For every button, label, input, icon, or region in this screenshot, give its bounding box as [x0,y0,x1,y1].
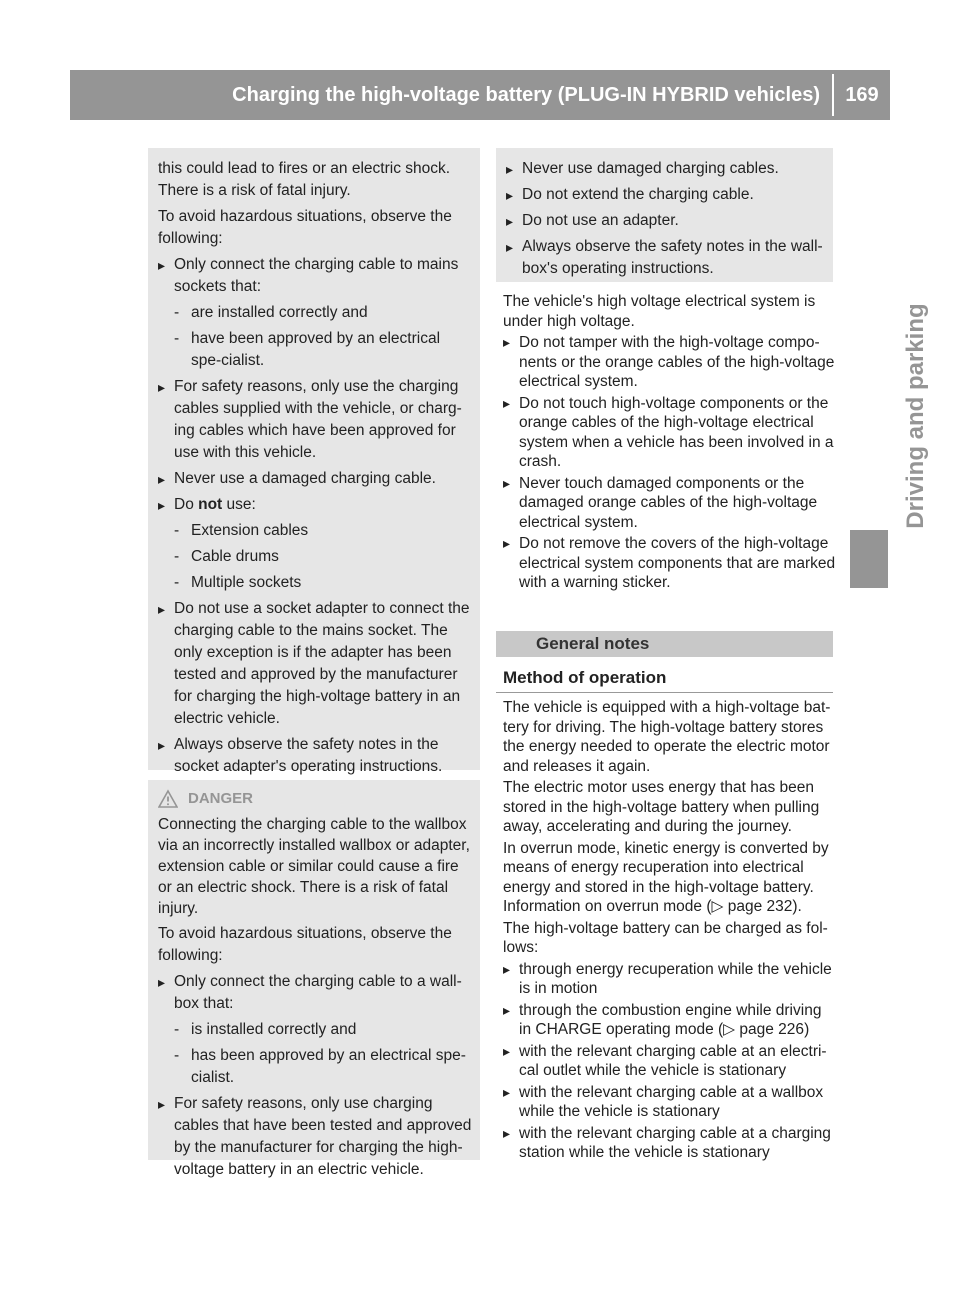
sub-list-item: - are installed correctly and [174,302,472,324]
list-item: ▸ For safety reasons, only use charging cables that have been tested and approved by the manufacturer for charging the high-voltage battery in an electric vehicle. [158,1093,472,1181]
list-item: ▸ Always observe the safety notes in the wall-box's operating instructions. [506,236,827,280]
list-item: ▸ Only connect the charging cable to mains sockets that: - are installed correctly and - have been approved by an electrical spe-cialist. [158,254,472,372]
list-item: ▸ Never touch damaged components or the damaged orange cables of the high-voltage electrical system. [503,474,836,533]
section-heading-bar [496,631,833,657]
danger-box [148,780,480,1178]
list-item: ▸ with the relevant charging cable at a wallbox while the vehicle is stationary [503,1083,836,1122]
sub-list-item: - has been approved by an electrical spe-cialist. [174,1045,472,1089]
side-tab [888,236,944,596]
list-item: ▸ Do not use: - Extension cables - Cable drums - Multiple sockets [158,494,472,594]
list-item: ▸ Do not tamper with the high-voltage compo-nents or the orange cables of the high-voltage electrical system. [503,333,836,392]
subsection-heading: Method of operation [503,668,667,687]
sub-list-item: - Multiple sockets [174,572,472,594]
list-item: ▸ with the relevant charging cable at an electri-cal outlet while the vehicle is stationary [503,1042,836,1081]
sub-list-item: - is installed correctly and [174,1019,472,1041]
list-item: ▸ Do not remove the covers of the high-voltage electrical system components that are marked with a warning sticker. [503,534,836,593]
list-item: ▸ with the relevant charging cable at a charging station while the vehicle is stationary [503,1124,836,1163]
danger-label: DANGER [188,790,254,807]
body-text: The vehicle's high voltage electrical system is under high voltage. [503,293,816,330]
warning-list-right [506,158,827,280]
sub-list-item: - Cable drums [174,546,472,568]
warning-triangle-icon [158,789,178,809]
list-item: ▸ through energy recuperation while the vehicle is in motion [503,960,836,999]
high-voltage-list [503,333,836,593]
page-number: 169 [845,84,879,106]
list-item: ▸ Do not use an adapter. [506,210,827,232]
heading-rule [496,692,833,693]
header-title: Charging the high-voltage battery (PLUG-IN HYBRID vehicles) [232,84,820,106]
warning-box-right [496,148,833,282]
body-text: The vehicle is equipped with a high-voltage bat-tery for driving. The high-voltage battery stores the energy needed to operate the electric motor and releases it again. [503,699,831,775]
danger-list [158,971,472,1181]
danger-text-2: To avoid hazardous situations, observe the following: [158,925,452,964]
list-item: ▸ Always observe the safety notes in the socket adapter's operating instructions. [158,734,472,778]
body-text: In overrun mode, kinetic energy is converted by means of energy recuperation into electrical energy and stored in the high-voltage battery. Information on overrun mode (▷ page 232). [503,839,829,915]
danger-header [158,788,472,810]
list-item: ▸ Do not use a socket adapter to connect the charging cable to the mains socket. The only exception is if the adapter has been tested and approved by the manufacturer for charging the high-voltage battery in an electric vehicle. [158,598,472,730]
sub-list-item: - Extension cables [174,520,472,542]
list-item: ▸ through the combustion engine while driving in CHARGE operating mode (▷ page 226) [503,1001,836,1040]
side-tab-label: Driving and parking [902,303,929,529]
page-reference[interactable]: ▷ page 232 [711,898,793,915]
sub-list [174,302,472,372]
sub-list [174,520,472,594]
side-tab-marker [850,530,888,588]
danger-text: Connecting the charging cable to the wallbox via an incorrectly installed wallbox or adapter, extension cable or similar could cause a fire or an electric shock. There is a risk of fatal injury. [158,816,470,917]
warning-list [158,254,472,778]
high-voltage-text [503,292,836,595]
list-item: ▸ Only connect the charging cable to a wall-box that: - is installed correctly and - has been approved by an electrical spe-cialist. [158,971,472,1089]
list-item: ▸ Never use a damaged charging cable. [158,468,472,490]
warning-box-continued [148,148,480,775]
sub-list [174,1019,472,1089]
page-reference[interactable]: ▷ page 226 [723,1021,805,1038]
intro-text: this could lead to fires or an electric shock. There is a risk of fatal injury. [158,160,451,199]
list-item: ▸ Never use damaged charging cables. [506,158,827,180]
list-item: ▸ Do not extend the charging cable. [506,184,827,206]
method-text [503,698,836,1165]
page-header [70,70,890,120]
body-text: The high-voltage battery can be charged as fol-lows: [503,919,828,956]
section-heading: General notes [536,634,650,653]
list-item: ▸ For safety reasons, only use the charging cables supplied with the vehicle, or charg-ing cables which have been approved for use with this vehicle. [158,376,472,464]
list-item: ▸ Do not touch high-voltage components or the orange cables of the high-voltage electrical system when a vehicle has been involved in a crash. [503,394,836,472]
body-text: The electric motor uses energy that has been stored in the high-voltage battery when pulling away, accelerating and during the journey. [503,779,820,835]
charging-methods-list [503,960,836,1163]
sub-list-item: - have been approved by an electrical spe-cialist. [174,328,472,372]
intro-text-2: To avoid hazardous situations, observe the following: [158,208,452,247]
